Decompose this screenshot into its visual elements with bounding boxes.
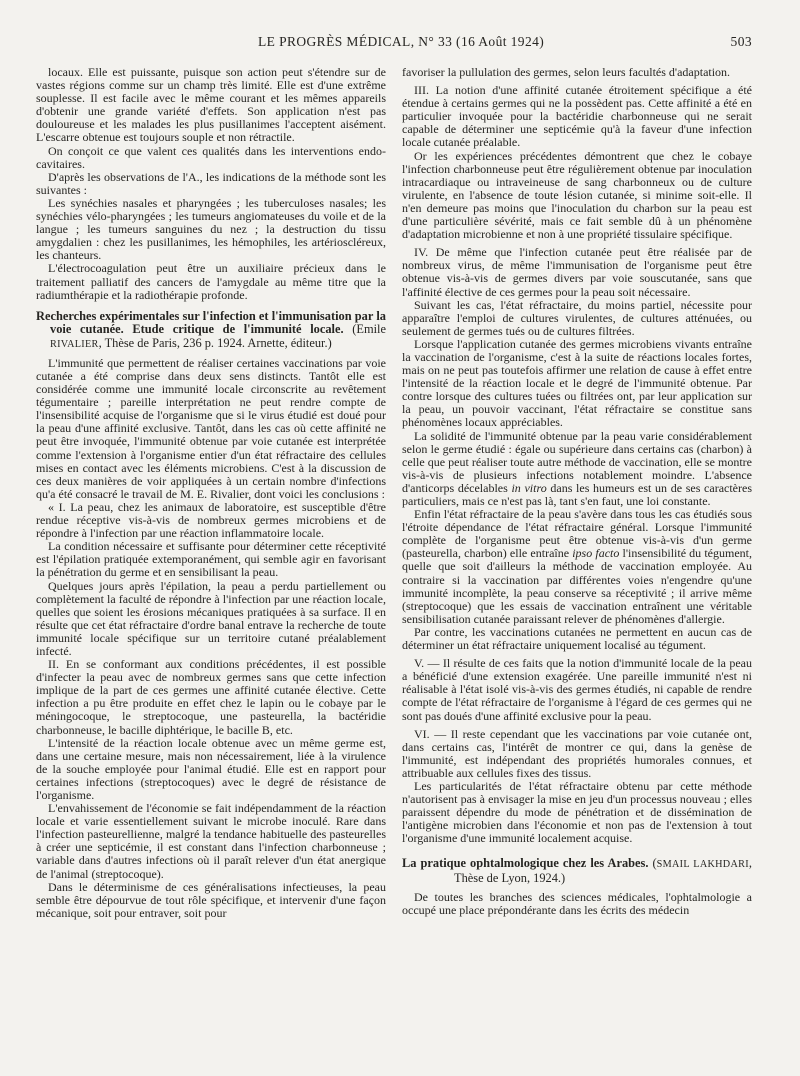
citation-details: , Thèse de Paris, 236 p. 1924. Arnette, éditeur.) — [98, 335, 332, 350]
paragraph: L'immunité que permettent de réaliser certaines vaccinations par voie cutanée a été comprise dans deux sens distincts. Tantôt elle est considérée comme une immunité locale circonscrite au revêtement tégumentaire ; pareille interprétation ne peut rendre compte de l'insensibilité acquise de l'organisme que si le virus étudié est doué pour la peau d'une affinité exclusive. Tantôt, dans les cas où cette affinité ne peut être invoquée, l'immunité obtenue par voie cutanée est interprétée comme l'extension à l'organisme entier d'un état réfractaire des cellules mises en contact avec les éléments microbiens. C'est à la discussion de ces deux manières de voir appliquées à un certain nombre d'infections qu'a été consacré le travail de M. E. Rivalier, dont voici les conclusions : — [36, 355, 386, 501]
paragraph: Lorsque l'application cutanée des germes microbiens vivants entraîne la vaccination de l'organisme, c'est à la suite de réactions locales fortes, mais on ne peut pas toutefois affirmer une relation de cause à effet entre l'intensité de la réaction locale et le degré de l'immunité obtenue. Par contre lorsque des cultures tuées ou filtrées ont, par leur application sur la peau, un pouvoir vaccinant, l'état réfractaire se constitue sans phénomènes locaux appréciables. — [402, 336, 752, 430]
paragraph — [402, 508, 752, 626]
paragraph: V. — Il résulte de ces faits que la notion d'immunité locale de la peau a bénéficié d'une extension exagérée. Une pareille immunité n'est ni réalisable à l'état isolé vis-à-vis des germes étudiés, ni capable de rendre compte de l'état réfractaire de l'organisme à l'égard de ces germes qui ne sont pas doués d'une affinité exclusive pour la peau. — [402, 656, 752, 723]
paragraph: L'intensité de la réaction locale obtenue avec un même germe est, dans une certaine mesure, mais non nécessairement, liée à la virulence de la souche employée pour l'animal étudié. Elle est en rapport pour certaines infections (streptocoques) avec le degré de résistance de l'organisme. — [36, 735, 386, 802]
text-run: Enfin l'état réfractaire de la peau s'avère dans tous les cas étudiés sous l'étroite dépendance de l'état réfractaire général. Lorsque l'immunité complète de l'organisme peut être obtenue vis-à-vis d'un germe (pasteurella, charbon) elle entraîne — [402, 507, 752, 561]
page-header — [36, 34, 752, 54]
paragraph: Quelques jours après l'épilation, la peau a perdu partiellement ou complètement la faculté de répondre à l'infection par une réaction locale, quelles que soient les érosions mécaniques pratiquées à sa surface. Il en résulte que cet état réfractaire d'ordre banal entrave la recherche de toute immunité locale spécifique sur un territoire cutané préalablement infecté. — [36, 578, 386, 658]
paragraph: favoriser la pullulation des germes, selon leurs facultés d'adaptation. — [402, 66, 731, 79]
paragraph: locaux. Elle est puissante, puisque son action peut s'étendre sur de vastes régions comme sur un champ très limité. Elle est d'une extrême souplesse. Il est facile avec le même courant et les mêmes appareils d'obtenir une grande variété d'effets. Son application n'est pas douloureuse et les malades les plus pusillanimes l'acceptent aisément. L'escarre obtenue est toujours souple et non rétractile. — [36, 66, 386, 145]
citation-details: , Thèse de Lyon, 1924.) — [454, 856, 752, 885]
paragraph: III. La notion d'une affinité cutanée étroitement spécifique a été étendue à certains germes qui ne la possèdent pas. Cette affinité a été en particulier invoquée pour la bactéridie charbonneuse qui ne serait capable de déterminer une septicémie qu'à la faveur d'une infection locale cutanée préalable. — [402, 83, 752, 150]
paragraph: On conçoit ce que valent ces qualités dans les interventions endo-cavitaires. — [36, 143, 386, 171]
article-title: Recherches expérimentales sur l'infection et l'immunisation par la voie cutanée. Etude critique de l'immunité locale. — [36, 308, 386, 337]
paragraph: IV. De même que l'infection cutanée peut être réalisée par de nombreux virus, de même l'immunisation de l'organisme peut être obtenue vis-à-vis de germes divers par voie souscutanée, sans que l'affinité élective de ces germes pour la peau soit nécessaire. — [402, 245, 752, 299]
italic-term: ipso facto — [572, 546, 620, 561]
italic-term: in vitro — [511, 480, 547, 495]
right-column — [402, 66, 752, 1066]
paragraph: Les particularités de l'état réfractaire obtenu par cette méthode n'autorisent pas à envisager la mise en jeu d'un processus nouveau ; elles paraissent dépendre du mode de pénétration et de dissémination de l'antigène microbien dans l'économie et non pas de l'extension à tout l'organisme d'une immunité localement acquise. — [402, 778, 752, 846]
paragraph: L'électrocoagulation peut être un auxiliaire précieux dans le traitement palliatif des cancers de l'amygdale au même titre que la radiumthérapie et la radiothérapie profonde. — [36, 261, 386, 302]
author-name: RIVALIER — [50, 338, 99, 350]
paragraph: Dans le déterminisme de ces généralisations infectieuses, la peau semble être dépourvue de tout rôle spécifique, et intervenir d'une façon mécanique, soit pour entraver, soit pour — [36, 879, 386, 920]
article-heading — [36, 310, 386, 351]
article-title: La pratique ophtalmologique chez les Arabes. — [402, 856, 649, 871]
text-run: dans les humeurs est un de ses caractères particuliers, mais ce n'est pas là, tant s'en faut, une loi constante. — [402, 480, 752, 508]
citation-prefix: ( — [648, 856, 657, 871]
page-number: 503 — [730, 34, 752, 49]
paragraph: D'après les observations de l'A., les indications de la méthode sont les suivantes : — [36, 169, 386, 197]
text-run: La solidité de l'immunité obtenue par la peau varie considérablement selon le germe étudié : égale ou supérieure dans certains cas (charbon) à celle que peut réaliser toute autre méthode de vaccination, elle se montre vis-à-vis de plusieurs infections notablement moindre. L'absence d'anticorps décelables — [402, 428, 752, 495]
paragraph: La condition nécessaire et suffisante pour déterminer cette réceptivité est l'épilation pratiquée extemporanément, qui semble agir en favorisant la pénétration du germe et en sensibilisant la peau. — [36, 539, 386, 580]
paragraph: L'envahissement de l'économie se fait indépendamment de la réaction locale et varie essentiellement suivant le microbe inoculé. Rare dans l'infection pasteurellienne, malgré la tendance habituelle des pasteurelles à créer une septicémie, il est constant dans l'infection charbonneuse ; variable dans d'autres infections où il paraît relever d'un état anergique de l'animal (streptocoque). — [36, 801, 386, 881]
journal-title: LE PROGRÈS MÉDICAL, N° 33 (16 Août 1924) — [258, 34, 545, 49]
paragraph: Les synéchies nasales et pharyngées ; les tuberculoses nasales; les synéchies vélo-pharyngées ; les tumeurs angiomateuses du voile et de la langue ; les tumeurs sanguines du nez ; la destruction du tissu amygdalien : chez les pusillanimes, les hémophiles, les artérioscléreux, les chanteurs. — [36, 195, 386, 263]
left-column — [36, 66, 386, 1066]
paragraph: II. En se conformant aux conditions précédentes, il est possible d'infecter la peau avec de nombreux germes sans que cette infection implique de la part de ces germes une affinité cutanée élective. Cette infection a pu être produite en effet chez le lapin ou le cobaye par le méningocoque, le streptocoque, une pasteurella, la bactéridie charbonneuse, le bacille diphtérique, le bacille B, etc. — [36, 657, 386, 737]
text-run: l'insensibilité du tégument, quelle que soit d'ailleurs la méthode de vaccination employée. Au contraire si la vaccination par différentes voies n'engendre qu'une immunité incomplète, la peau conserve sa réceptivité ; il arrive même (streptocoque) que les essais de vaccination entraînent une véritable sensibilisation cutanée paraissant relever de phénomènes d'allergie. — [402, 546, 752, 626]
paragraph — [402, 430, 752, 509]
paragraph: « I. La peau, chez les animaux de laboratoire, est susceptible d'être rendue réceptive vis-à-vis de nombreux germes microbiens et de répondre à l'infection par une réaction inflammatoire locale. — [36, 499, 386, 541]
paragraph: Par contre, les vaccinations cutanées ne permettent en aucun cas de déterminer un état réfractaire uniquement localisé au tégument. — [402, 624, 752, 653]
paragraph: Suivant les cas, l'état réfractaire, du moins partiel, nécessite pour apparaître l'emploi de cultures virulentes, de cultures atténuées, ou seulement de germes tués ou de cultures filtrées. — [402, 297, 752, 338]
paragraph: Or les expériences précédentes démontrent que chez le cobaye l'infection charbonneuse peut être régulièrement obtenue par inoculation intracardiaque ou intraveineuse de sang charbonneux ou de culture virulente, en l'absence de toute lésion cutanée, si minime soit-elle. Il n'en demeure pas moins que l'inoculation du charbon sur la peau est d'une particulière sévérité, mais ce fait semble dû à un phénomène d'adaptation microbienne et non à une propriété tissulaire spécifique. — [402, 148, 752, 242]
article-heading — [402, 857, 752, 885]
paragraph: De toutes les branches des sciences médicales, l'ophtalmologie a occupé une place prépondérante dans les écrits des médecin — [402, 890, 752, 918]
citation-prefix: (Emile — [343, 322, 386, 337]
author-name: SMAIL LAKHDARI — [656, 859, 749, 871]
paragraph: VI. — Il reste cependant que les vaccinations par voie cutanée ont, dans certains cas, l'intérêt de montrer ce qui, dans la genèse de l'immunité, est indépendant des propriétés humorales connues, et attribuable aux cellules fixes des tissus. — [402, 726, 752, 780]
